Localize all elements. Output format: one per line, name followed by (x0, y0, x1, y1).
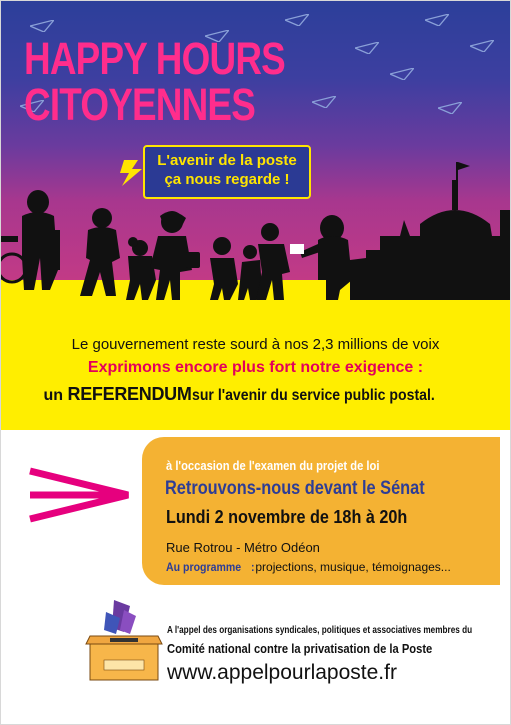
message-line-3 (0, 384, 511, 405)
title-line-2: CITOYENNES (24, 79, 256, 130)
footer-committee: Comité national contre la privatisation de la Poste (167, 641, 433, 656)
paper-plane-icon (30, 20, 54, 32)
message-line-1: Le gouvernement reste sourd à nos 2,3 millions de voix (71, 336, 440, 353)
lightning-icon (116, 158, 152, 188)
paper-plane-icon (355, 42, 379, 54)
paper-plane-icon (312, 96, 336, 108)
footer-appeal: A l'appel des organisations syndicales, politiques et associatives membres du (167, 625, 473, 636)
event-headline: Retrouvons-nous devant le Sénat (165, 478, 425, 499)
paper-plane-icon (425, 14, 449, 26)
tagline-line-1: L'avenir de la poste (157, 152, 297, 169)
program-separator: : (251, 560, 255, 574)
tagline-box (143, 145, 311, 199)
paper-plane-icon (285, 14, 309, 26)
yellow-band (0, 280, 511, 430)
event-location: Rue Rotrou - Métro Odéon (166, 540, 320, 555)
event-program (166, 560, 451, 574)
footer-website[interactable]: www.appelpourlaposte.fr (167, 661, 397, 684)
paper-plane-icon (438, 102, 462, 114)
tagline-text (145, 151, 309, 189)
arrow-right-icon (28, 465, 140, 525)
ballot-box-icon (84, 598, 164, 684)
message-prefix: un (43, 387, 68, 404)
event-occasion: à l'occasion de l'examen du projet de loi (166, 458, 380, 473)
title-line-1: HAPPY HOURS (24, 33, 285, 84)
message-line-2: Exprimons encore plus fort notre exigence : (87, 359, 424, 376)
tagline-line-2: ça nous regarde ! (164, 171, 290, 188)
paper-plane-icon (470, 40, 494, 52)
program-label: Au programme (166, 560, 242, 574)
program-items: projections, musique, témoignages... (255, 560, 451, 574)
referendum-word: REFERENDUM (67, 384, 192, 404)
paper-plane-icon (390, 68, 414, 80)
message-rest: sur l'avenir du service public postal. (191, 387, 435, 404)
event-datetime: Lundi 2 novembre de 18h à 20h (166, 507, 408, 527)
